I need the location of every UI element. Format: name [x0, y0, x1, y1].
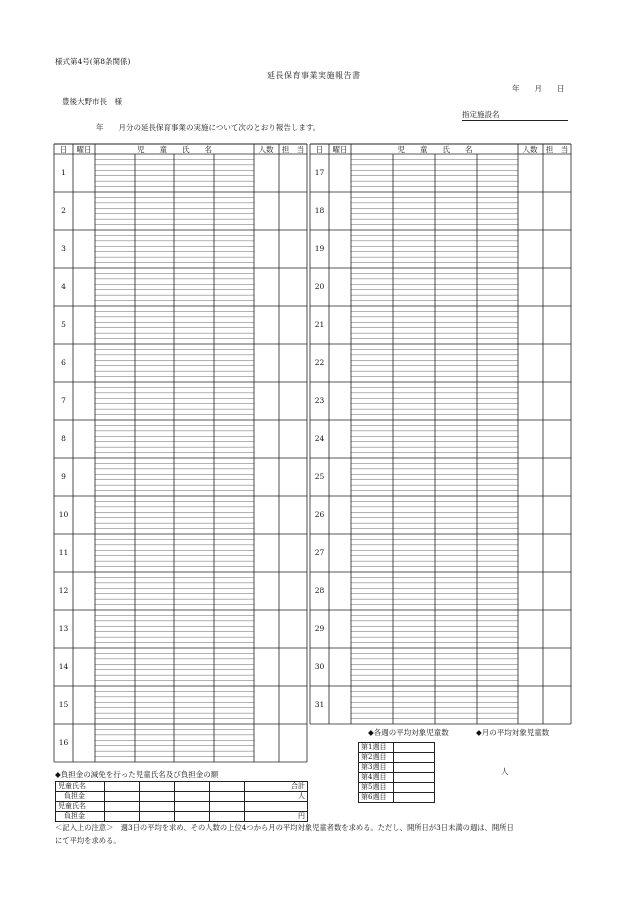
- notes-line-2: にて平均を求める。: [55, 836, 121, 845]
- day-label-right: 17: [314, 168, 325, 177]
- week-label: 第6週目: [359, 793, 394, 803]
- week-row: [359, 783, 435, 793]
- day-label-right: 21: [314, 320, 325, 329]
- weekly-average-table: [358, 742, 435, 803]
- week-row: [359, 763, 435, 773]
- header-weekday-left: 曜日: [76, 145, 92, 154]
- day-label-right: 24: [314, 434, 325, 443]
- week-row: [359, 743, 435, 753]
- header-count-right: 人数: [522, 145, 538, 154]
- week-value-cell[interactable]: [394, 753, 435, 763]
- day-label-left: 10: [58, 510, 69, 519]
- week-label: 第4週目: [359, 773, 394, 783]
- day-label-left: 7: [61, 396, 66, 405]
- facility-label: 指定施設名: [462, 111, 568, 121]
- header-staff-right: 担 当: [545, 145, 569, 154]
- week-label: 第3週目: [359, 763, 394, 773]
- week-value-cell[interactable]: [394, 763, 435, 773]
- day-label-left: 12: [58, 586, 69, 595]
- day-label-left: 9: [61, 472, 66, 481]
- child-name-label-2: 児童氏名: [56, 802, 105, 812]
- day-label-left: 13: [58, 624, 69, 633]
- day-label-right: 18: [314, 206, 325, 215]
- day-label-left: 14: [58, 662, 69, 671]
- monthly-average-heading: ◆月の平均対象児童数: [476, 728, 550, 737]
- week-label: 第2週目: [359, 753, 394, 763]
- amount-label-2: 負担金: [56, 812, 105, 822]
- day-label-right: 22: [314, 358, 325, 367]
- header-children-left: 児 童 氏 名: [137, 145, 212, 154]
- total-people-unit: 人: [245, 792, 308, 802]
- day-label-right: 28: [314, 586, 325, 595]
- reduction-table: [55, 781, 308, 822]
- monthly-average-unit: 人: [501, 767, 509, 776]
- day-label-right: 25: [314, 472, 325, 481]
- day-label-right: 20: [314, 282, 325, 291]
- day-label-left: 6: [61, 358, 66, 367]
- week-row: [359, 753, 435, 763]
- weekly-average-heading: ◆各週の平均対象児童数: [368, 728, 449, 737]
- amount-label-1: 負担金: [56, 792, 105, 802]
- total-label: 合計: [245, 782, 308, 792]
- week-value-cell[interactable]: [394, 743, 435, 753]
- day-label-left: 1: [61, 168, 66, 177]
- date-line: 年 月 日: [512, 84, 565, 93]
- week-label: 第5週目: [359, 783, 394, 793]
- header-staff-left: 担 当: [281, 145, 305, 154]
- week-row: [359, 793, 435, 803]
- report-statement: 年 月分の延長保育事業の実施について次のとおり報告します。: [96, 123, 321, 132]
- day-label-left: 15: [58, 700, 69, 709]
- day-label-right: 26: [314, 510, 325, 519]
- day-label-left: 4: [61, 282, 66, 291]
- reduction-heading: ◆負担金の減免を行った児童氏名及び負担金の額: [55, 770, 219, 779]
- week-value-cell[interactable]: [394, 783, 435, 793]
- day-label-right: 19: [314, 244, 325, 253]
- day-label-left: 16: [58, 738, 69, 747]
- day-label-left: 2: [61, 206, 66, 215]
- child-name-label-1: 児童氏名: [56, 782, 105, 792]
- week-value-cell[interactable]: [394, 773, 435, 783]
- header-weekday-right: 曜日: [332, 145, 348, 154]
- day-label-right: 29: [314, 624, 325, 633]
- day-label-left: 8: [61, 434, 66, 443]
- day-label-left: 11: [58, 548, 69, 557]
- day-label-right: 27: [314, 548, 325, 557]
- header-day-right: 日: [315, 145, 324, 154]
- week-label: 第1週目: [359, 743, 394, 753]
- header-count-left: 人数: [258, 145, 274, 154]
- day-label-right: 31: [314, 700, 325, 709]
- week-value-cell[interactable]: [394, 793, 435, 803]
- document-title: 延長保育事業実施報告書: [267, 71, 361, 80]
- header-day-left: 日: [59, 145, 68, 154]
- day-label-left: 5: [61, 320, 66, 329]
- form-number: 様式第4号(第8条関係): [55, 57, 131, 66]
- day-label-left: 3: [61, 244, 66, 253]
- week-row: [359, 773, 435, 783]
- day-label-right: 30: [314, 662, 325, 671]
- notes-line-1: ＜記入上の注意＞ 週3日の平均を求め、その人数の上位4つから月の平均対象児童者数を求める。ただし、開所日が3日未満の週は、開所日: [55, 823, 514, 832]
- addressee: 豊後大野市長 様: [62, 97, 122, 106]
- total-yen-unit: 円: [245, 812, 308, 822]
- day-label-right: 23: [314, 396, 325, 405]
- header-children-right: 児 童 氏 名: [397, 145, 473, 154]
